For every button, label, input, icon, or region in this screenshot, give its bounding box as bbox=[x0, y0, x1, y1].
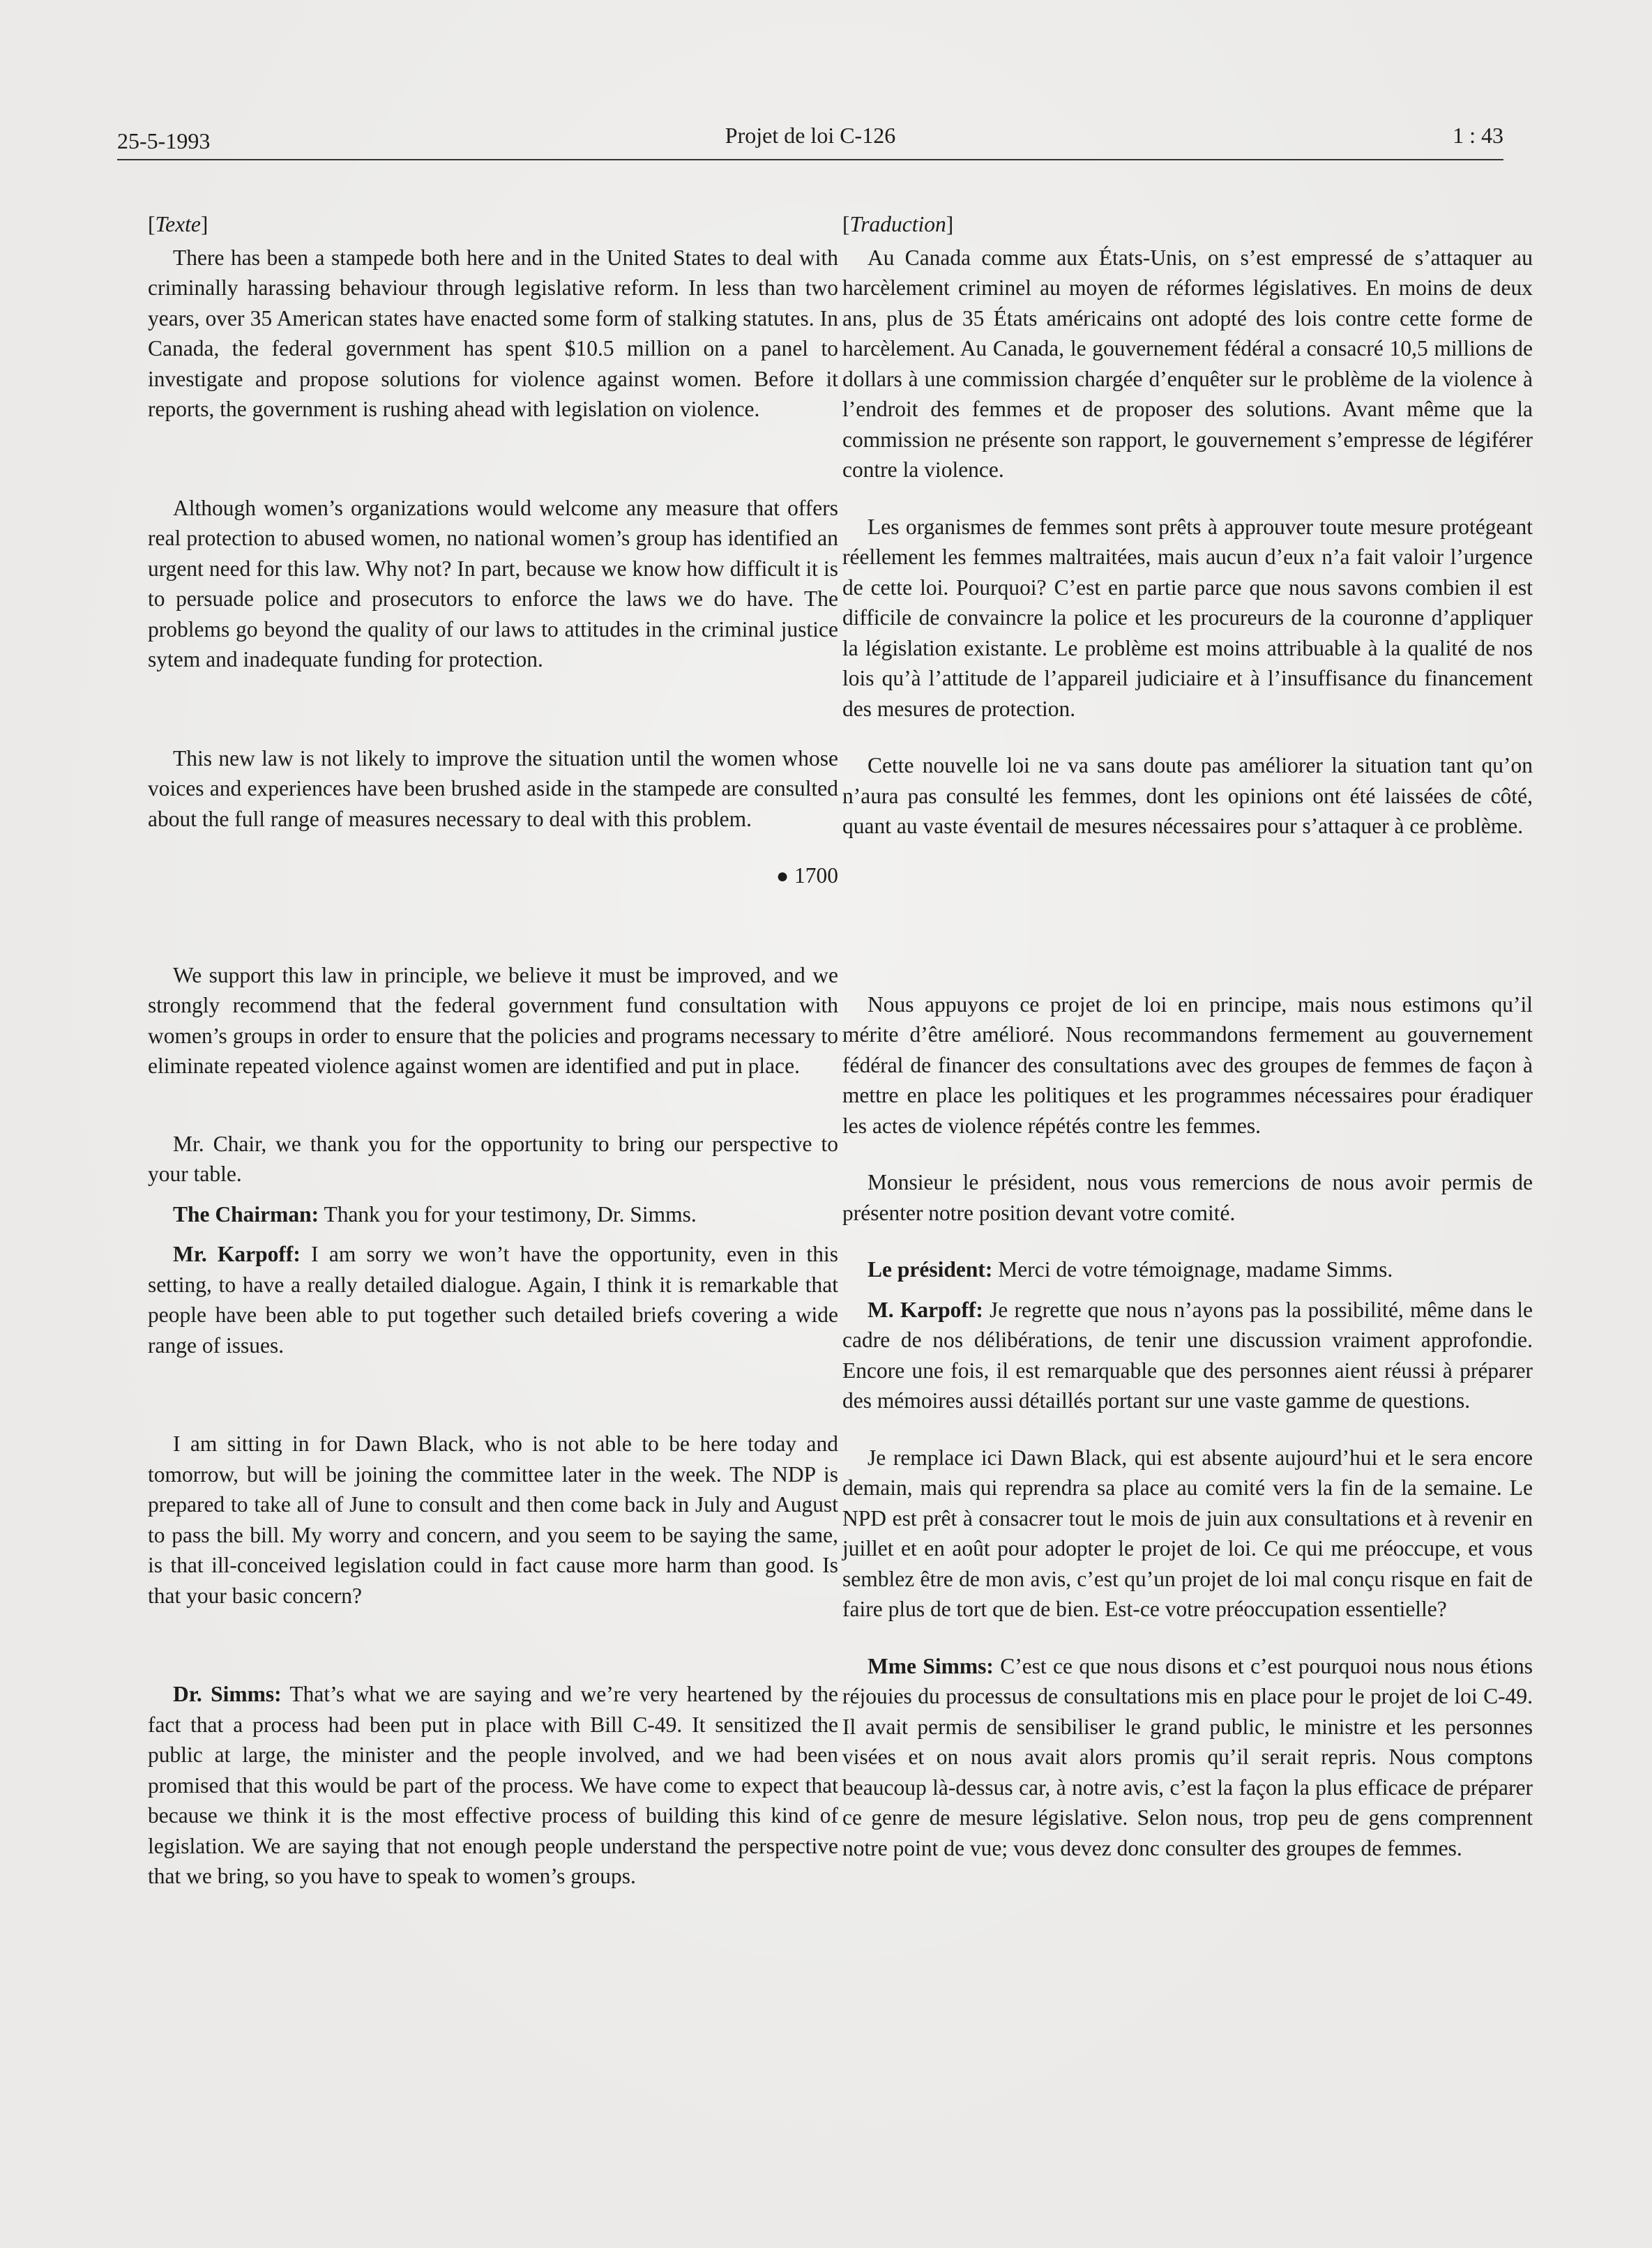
right-paragraph-1: Au Canada comme aux États-Unis, on s’est empressé de s’attaquer au harcèlement criminel au moyen de réformes législatives. En moins de deux ans, plus de 35 États américains ont adopté des lois contre cette forme de harcèlement. Au Canada, le gouvernement fédéral a consacré 10,5 millions de dollars à une commission chargée d’enquêter sur le problème de la violence à l’endroit des femmes et de proposer des solutions. Avant même que la commission ne présente son rapport, le gouvernement s’empresse de légiférer contre la violence. bbox=[842, 245, 1533, 482]
left-column bbox=[148, 209, 838, 1892]
page-header bbox=[117, 123, 1503, 159]
time-marker: ● 1700 bbox=[776, 863, 838, 888]
right-paragraph-7: M. Karpoff: Je regrette que nous n’ayons pas la possibilité, même dans le cadre de nos délibérations, de tenir une discussion vraiment approfondie. Encore une fois, il est remarquable que des personnes aient réussi à préparer des mémoires aussi détaillés portant sur une vaste gamme de questions. bbox=[842, 1297, 1533, 1413]
header-date: 25-5-1993 bbox=[117, 128, 211, 153]
right-paragraph-4: Nous appuyons ce projet de loi en principe, mais nous estimons qu’il mérite d’être amélioré. Nous recommandons fermement au gouvernement fédéral de financer des consultations avec des groupes de femmes de façon à mettre en place les politiques et les programmes nécessaires pour éradiquer les actes de violence répétés contre les femmes. bbox=[842, 992, 1533, 1138]
header-rule bbox=[117, 159, 1503, 160]
right-paragraph-8: Je remplace ici Dawn Black, qui est absente aujourd’hui et le sera encore demain, mais qui reprendra sa place au comité vers la fin de la semaine. Le NPD est prêt à consacrer tout le mois de juin aux consultations et à revenir en juillet et en août pour adopter le projet de loi. Ce qui me préoccupe, et vous semblez être de mon avis, c’est qu’un projet de loi mal conçu risque en fait de faire plus de tort que de bien. Est-ce votre préoccupation essentielle? bbox=[842, 1445, 1533, 1621]
left-paragraph-6: The Chairman: Thank you for your testimony, Dr. Simms. bbox=[173, 1201, 697, 1226]
speaker-name: Mr. Karpoff: bbox=[173, 1242, 301, 1266]
right-paragraph-9: Mme Simms: C’est ce que nous disons et c’est pourquoi nous nous étions réjouies du processus de consultations mis en place pour le projet de loi C-49. Il avait permis de sensibiliser le grand public, le ministre et les personnes visées et on nous avait alors promis qu’il serait repris. Nous comptons beaucoup là-dessus car, à notre avis, c’est la façon la plus efficace de préparer ce genre de mesure législative. Selon nous, trop peu de gens comprennent notre point de vue; vous devez donc consulter des groupes de femmes. bbox=[842, 1653, 1533, 1860]
left-paragraph-9: Dr. Simms: That’s what we are saying and we’re very heartened by the fact that a process had been put in place with Bill C-49. It sensitized the public at large, the minister and the people involved, and we had been promised that this would be part of the process. We have come to expect that because we think it is the most effective process of building this kind of legislation. We are saying that not enough people understand the perspective that we bring, so you have to speak to women’s groups. bbox=[148, 1682, 838, 1888]
left-paragraph-2: Although women’s organizations would welcome any measure that offers real protection to abused women, no national women’s group has identified an urgent need for this law. Why not? In part, because we know how difficult it is to persuade police and prosecutors to enforce the laws we do have. The problems go beyond the quality of our laws to attitudes in the criminal justice sytem and inadequate funding for protection. bbox=[148, 495, 838, 671]
right-paragraph-5: Monsieur le président, nous vous remercions de nous avoir permis de présenter notre position devant votre comité. bbox=[842, 1170, 1533, 1225]
left-paragraph-4: We support this law in principle, we believe it must be improved, and we strongly recommend that the federal government fund consultation with women’s groups in order to ensure that the policies and programs necessary to eliminate repeated violence against women are identified and put in place. bbox=[148, 962, 838, 1078]
left-paragraph-8: I am sitting in for Dawn Black, who is not able to be here today and tomorrow, but will be joining the committee later in the week. The NDP is prepared to take all of June to consult and then come back in July and August to pass the bill. My worry and concern, and you seem to be saying the same, is that ill-conceived legislation could in fact cause more harm than good. Is that your basic concern? bbox=[148, 1431, 838, 1608]
header-title: Projet de loi C-126 bbox=[725, 123, 896, 148]
bullet-icon: ● bbox=[776, 865, 789, 888]
column-label-texte: [Texte] bbox=[148, 212, 209, 236]
right-paragraph-3: Cette nouvelle loi ne va sans doute pas améliorer la situation tant qu’on n’aura pas consulté les femmes, dont les opinions ont été laissées de côté, quant au vaste éventail de mesures nécessaires pour s’attaquer à ce problème. bbox=[842, 753, 1533, 838]
speaker-name: Le président: bbox=[867, 1257, 993, 1282]
left-paragraph-5: Mr. Chair, we thank you for the opportunity to bring our perspective to your table. bbox=[148, 1131, 838, 1186]
right-paragraph-2: Les organismes de femmes sont prêts à approuver toute mesure protégeant réellement les femmes maltraitées, mais aucun d’eux n’a fait valoir l’urgence de cette loi. Pourquoi? C’est en partie parce que nous savons combien il est difficile de convaincre la police et les procureurs de la couronne d’appliquer la législation existante. Le problème est moins attribuable à la qualité de nos lois qu’à l’attitude de l’appareil judiciaire et à l’insuffisance du financement des mesures de protection. bbox=[842, 514, 1533, 721]
column-label-traduction: [Traduction] bbox=[842, 212, 954, 236]
speaker-name: Mme Simms: bbox=[867, 1653, 994, 1678]
right-column bbox=[842, 209, 1533, 1863]
left-paragraph-7: Mr. Karpoff: I am sorry we won’t have the opportunity, even in this setting, to have a really detailed dialogue. Again, I think it is remarkable that people have been able to put together such detailed briefs covering a wide range of issues. bbox=[148, 1242, 839, 1358]
left-paragraph-3: This new law is not likely to improve the situation until the women whose voices and experiences have been brushed aside in the stampede are consulted about the full range of measures necessary to deal with this problem. bbox=[148, 745, 838, 831]
speaker-name: M. Karpoff: bbox=[867, 1297, 983, 1322]
left-paragraph-1: There has been a stampede both here and in the United States to deal with criminally harassing behaviour through legislative reform. In less than two years, over 35 American states have enacted some form of stalking statutes. In Canada, the federal government has spent $10.5 million on a panel to investigate and propose solutions for violence against women. Before it reports, the government is rushing ahead with legislation on violence. bbox=[148, 245, 838, 421]
speaker-name: The Chairman: bbox=[173, 1201, 319, 1226]
right-paragraph-6: Le président: Merci de votre témoignage, madame Simms. bbox=[867, 1257, 1393, 1282]
header-page-number: 1 : 43 bbox=[1453, 123, 1503, 148]
speaker-name: Dr. Simms: bbox=[173, 1682, 282, 1706]
